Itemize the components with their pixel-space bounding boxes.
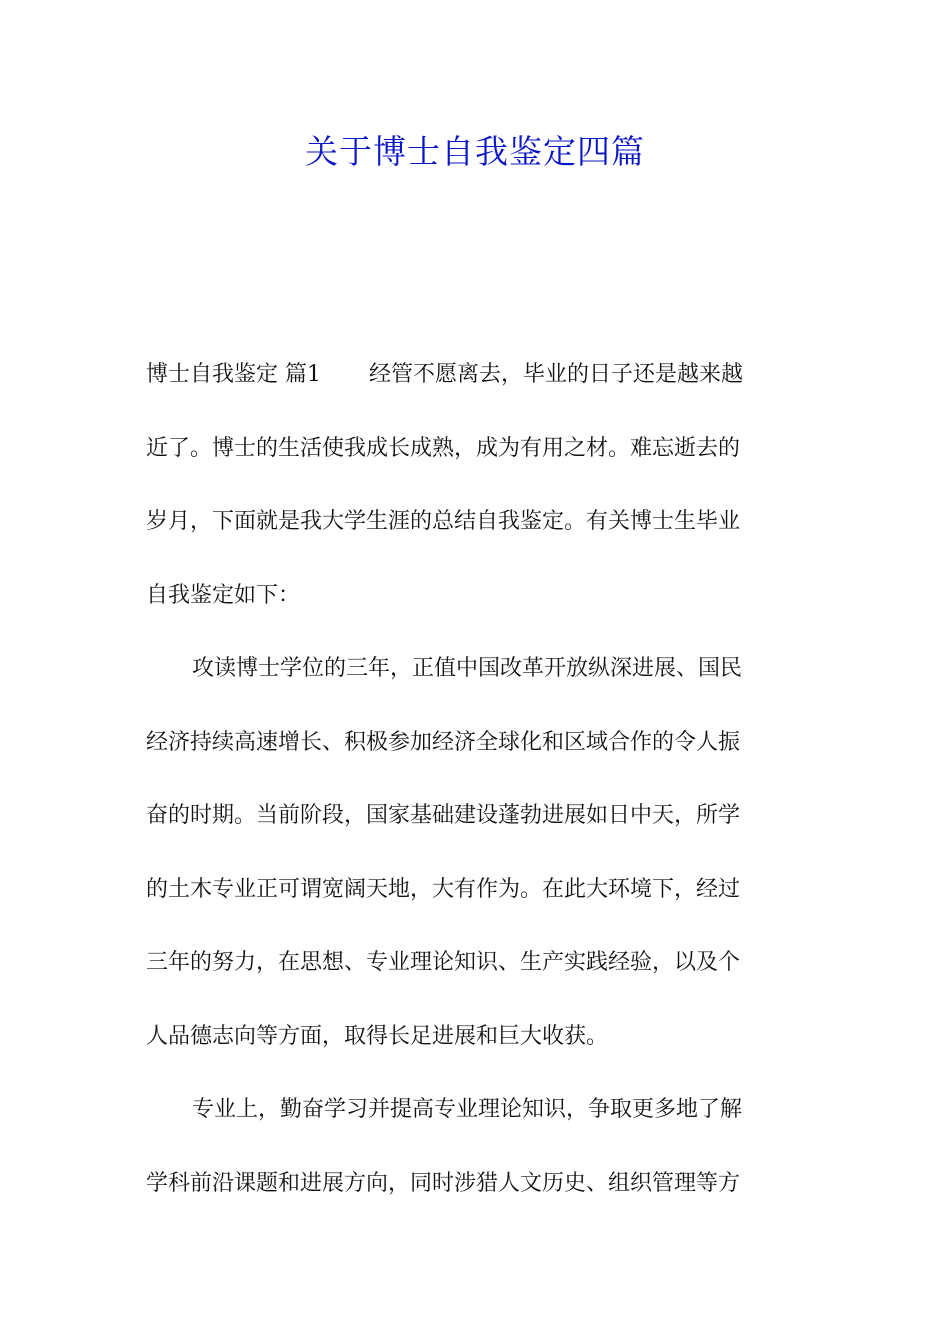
text-line-5: 攻读博士学位的三年，正值中国改革开放纵深进展、国民 [192, 656, 743, 681]
text-line-8: 的土木专业正可谓宽阔天地，大有作为。在此大环境下，经过 [146, 876, 741, 902]
text-line-12: 学科前沿课题和进展方向，同时涉猎人文历史、组织管理等方 [146, 1170, 741, 1196]
text-line-10: 人品德志向等方面，取得长足进展和巨大收获。 [146, 1023, 609, 1049]
document-body [146, 338, 806, 1220]
text-line-6: 经济持续高速增长、积极参加经济全球化和区域合作的令人振 [146, 729, 741, 755]
text-line-7: 奋的时期。当前阶段，国家基础建设蓬勃进展如日中天，所学 [146, 803, 741, 828]
text-line-2: 近了。博士的生活使我成长成熟，成为有用之材。难忘逝去的 [146, 435, 741, 461]
text-line-4: 自我鉴定如下： [146, 582, 301, 608]
text-line-11: 专业上，勤奋学习并提高专业理论知识，争取更多地了解 [192, 1097, 743, 1122]
document-title: 关于博士自我鉴定四篇 [305, 132, 645, 171]
text-line-9: 三年的努力，在思想、专业理论知识、生产实践经验，以及个 [146, 950, 741, 975]
text-line-1 [146, 338, 806, 412]
text-line-3: 岁月，下面就是我大学生涯的总结自我鉴定。有关博士生毕业 [146, 509, 741, 534]
line-text: 经管不愿离去，毕业的日子还是越来越 [369, 362, 744, 387]
section-heading: 博士自我鉴定 篇1 [146, 362, 321, 387]
